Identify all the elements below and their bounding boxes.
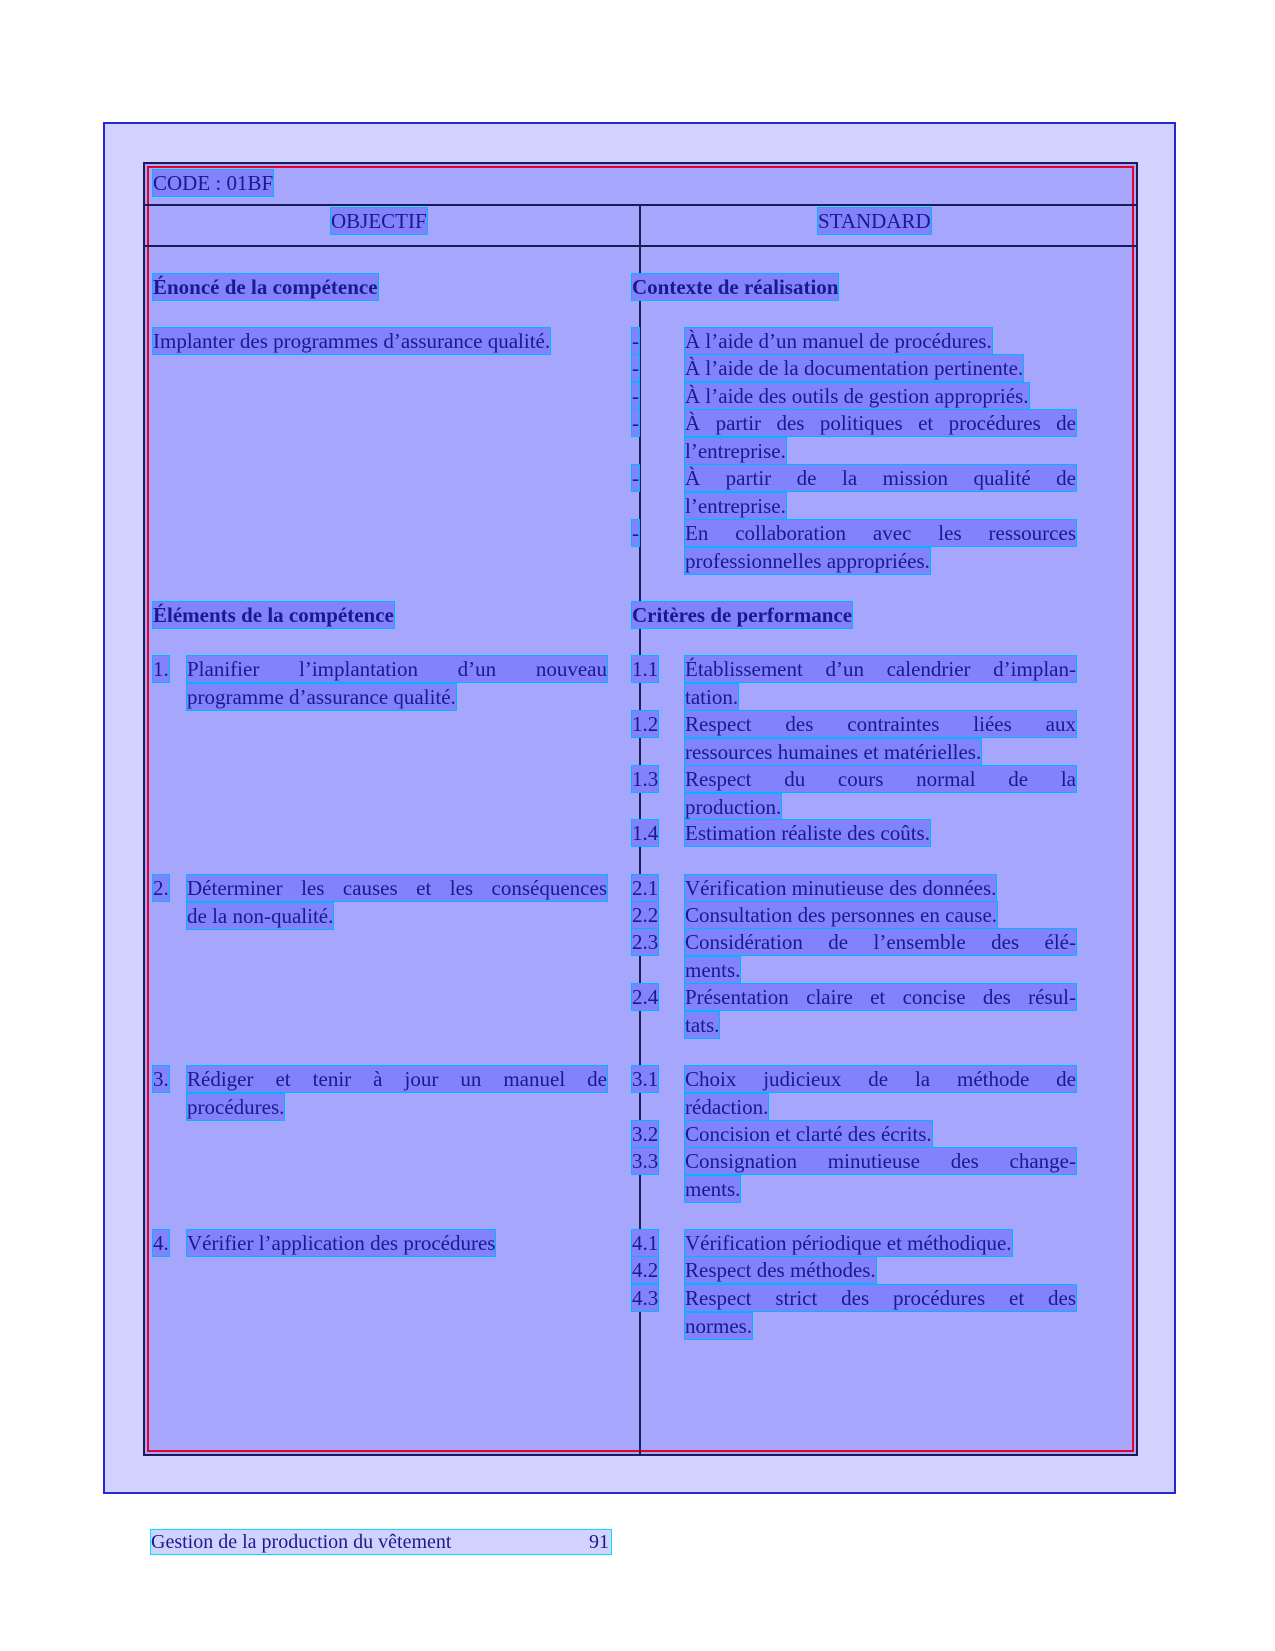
contexte-text: À partir de la mission qualité de xyxy=(685,466,1076,490)
contexte-bullet: - xyxy=(632,411,639,435)
critere-number: 1.3 xyxy=(632,767,659,791)
critere-number: 2.1 xyxy=(632,876,659,900)
enonce-text: Implanter des programmes d’assurance qualité. xyxy=(153,329,551,353)
element-text: Déterminer les causes et les conséquences xyxy=(187,876,607,900)
criteres-title: Critères de performance xyxy=(632,603,853,627)
critere-text: ments. xyxy=(685,1176,741,1201)
footer-title: Gestion de la production du vêtement xyxy=(151,1531,452,1553)
critere-text: tats. xyxy=(685,1012,720,1037)
contexte-text: professionnelles appropriées. xyxy=(685,548,930,573)
element-text: Rédiger et tenir à jour un manuel de xyxy=(187,1067,607,1091)
critere-text: Vérification périodique et méthodique. xyxy=(685,1231,1012,1255)
contexte-title: Contexte de réalisation xyxy=(632,275,839,299)
critere-text: Consultation des personnes en cause. xyxy=(685,903,998,927)
critere-number: 4.1 xyxy=(632,1231,659,1255)
critere-text: ments. xyxy=(685,957,741,982)
critere-number: 2.2 xyxy=(632,903,659,927)
page-footer xyxy=(151,1530,611,1554)
critere-number: 3.3 xyxy=(632,1149,659,1173)
competence-table xyxy=(143,162,1138,1456)
critere-text: Respect des contraintes liées aux xyxy=(685,712,1076,736)
critere-text: Considération de l’ensemble des élé- xyxy=(685,930,1076,954)
critere-text: Consignation minutieuse des change- xyxy=(685,1149,1076,1173)
critere-text: Respect du cours normal de la xyxy=(685,767,1076,791)
critere-text: normes. xyxy=(685,1313,753,1338)
critere-number: 3.2 xyxy=(632,1122,659,1146)
critere-text: rédaction. xyxy=(685,1094,769,1119)
contexte-text: l’entreprise. xyxy=(685,493,786,518)
element-number: 1. xyxy=(153,657,169,681)
code-label: CODE : 01BF xyxy=(153,171,274,195)
critere-text: production. xyxy=(685,794,782,819)
element-text: Vérifier l’application des procédures xyxy=(187,1231,496,1255)
critere-number: 1.1 xyxy=(632,657,659,681)
critere-number: 1.2 xyxy=(632,712,659,736)
contexte-text: l’entreprise. xyxy=(685,438,786,463)
critere-text: ressources humaines et matérielles. xyxy=(685,739,982,764)
critere-text: tation. xyxy=(685,684,739,709)
element-number: 2. xyxy=(153,876,169,900)
contexte-bullet: - xyxy=(632,329,639,353)
contexte-text: En collaboration avec les ressources xyxy=(685,521,1076,545)
critere-text: Respect des méthodes. xyxy=(685,1258,876,1282)
contexte-bullet: - xyxy=(632,356,639,380)
header-standard: STANDARD xyxy=(818,209,931,233)
critere-number: 4.3 xyxy=(632,1286,659,1310)
contexte-bullet: - xyxy=(632,466,639,490)
critere-text: Estimation réaliste des coûts. xyxy=(685,821,930,845)
page-number: 91 xyxy=(589,1531,609,1553)
critere-number: 4.2 xyxy=(632,1258,659,1282)
contexte-text: À partir des politiques et procédures de xyxy=(685,411,1076,435)
enonce-title: Énoncé de la compétence xyxy=(153,275,378,299)
contexte-text: À l’aide des outils de gestion appropriés. xyxy=(685,384,1029,408)
critere-text: Établissement d’un calendrier d’implan- xyxy=(685,657,1076,681)
element-number: 3. xyxy=(153,1067,169,1091)
element-text: de la non-qualité. xyxy=(187,903,334,928)
element-text: Planifier l’implantation d’un nouveau xyxy=(187,657,607,681)
header-objectif: OBJECTIF xyxy=(331,209,427,233)
contexte-bullet: - xyxy=(632,384,639,408)
critere-text: Présentation claire et concise des résul- xyxy=(685,985,1076,1009)
critere-number: 2.3 xyxy=(632,930,659,954)
critere-text: Choix judicieux de la méthode de xyxy=(685,1067,1076,1091)
element-text: procédures. xyxy=(187,1094,285,1119)
contexte-text: À l’aide de la documentation pertinente. xyxy=(685,356,1024,380)
elements-title: Éléments de la compétence xyxy=(153,603,394,627)
contexte-text: À l’aide d’un manuel de procédures. xyxy=(685,329,992,353)
contexte-bullet: - xyxy=(632,521,639,545)
element-number: 4. xyxy=(153,1231,169,1255)
critere-number: 3.1 xyxy=(632,1067,659,1091)
critere-number: 2.4 xyxy=(632,985,659,1009)
critere-text: Vérification minutieuse des données. xyxy=(685,876,997,900)
critere-number: 1.4 xyxy=(632,821,659,845)
critere-text: Respect strict des procédures et des xyxy=(685,1286,1076,1310)
element-text: programme d’assurance qualité. xyxy=(187,684,456,709)
critere-text: Concision et clarté des écrits. xyxy=(685,1122,932,1146)
